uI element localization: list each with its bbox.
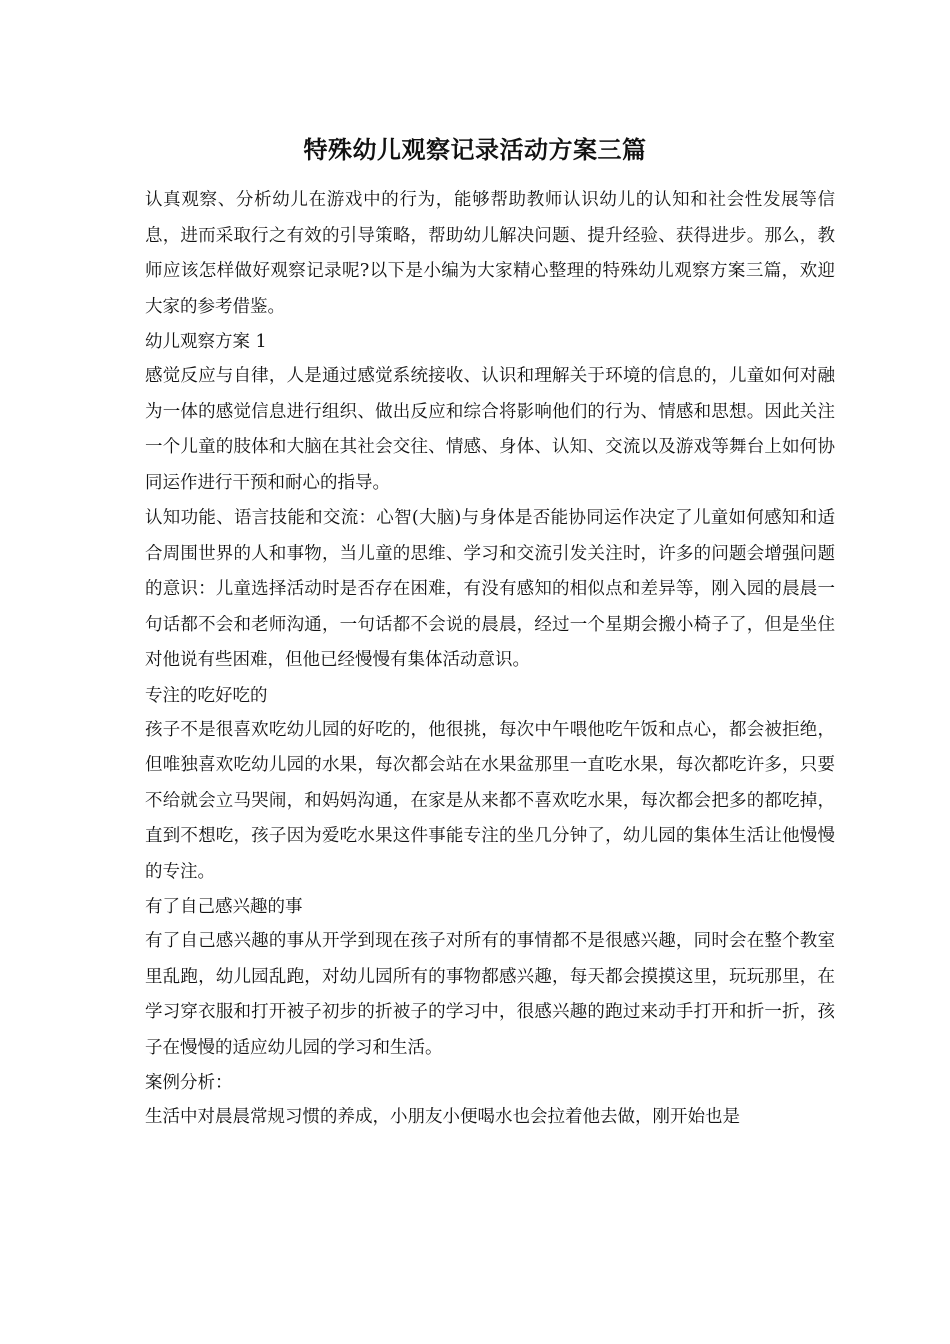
intro-paragraph: 认真观察、分析幼儿在游戏中的行为，能够帮助教师认识幼儿的认知和社会性发展等信息，进而采取行之有效的引导策略，帮助幼儿解决问题、提升经验、获得进步。那么，教师应该怎样做好观察记录呢?以下是小编为大家精心整理的特殊幼儿观察方案三篇，欢迎大家的参考借鉴。 [145, 190, 835, 317]
subheading-analysis: 案例分析： [145, 1073, 233, 1093]
document-title: 特殊幼儿观察记录活动方案三篇 [303, 135, 647, 164]
subheading-interest: 有了自己感兴趣的事 [145, 897, 303, 917]
paragraph-sensory: 感觉反应与自律，人是通过感觉系统接收、认识和理解关于环境的信息的，儿童如何对融为一体的感觉信息进行组织、做出反应和综合将影响他们的行为、情感和思想。因此关注一个儿童的肢体和大脑在其社会交往、情感、身体、认知、交流以及游戏等舞台上如何协同运作进行干预和耐心的指导。 [145, 366, 835, 493]
section-heading: 幼儿观察方案 1 [145, 332, 267, 352]
document-body [145, 183, 835, 1136]
paragraph-cognitive: 认知功能、语言技能和交流：心智(大脑)与身体是否能协同运作决定了儿童如何感知和适合周围世界的人和事物，当儿童的思维、学习和交流引发关注时，许多的问题会增强问题的意识：儿童选择活动时是否存在困难，有没有感知的相似点和差异等，刚入园的晨晨一句话都不会和老师沟通，一句话都不会说的晨晨，经过一个星期会搬小椅子了，但是坐住对他说有些困难，但他已经慢慢有集体活动意识。 [145, 508, 835, 670]
paragraph-analysis: 生活中对晨晨常规习惯的养成，小朋友小便喝水也会拉着他去做，刚开始也是 [145, 1107, 740, 1127]
subheading-eating: 专注的吃好吃的 [145, 685, 268, 706]
paragraph-eating: 孩子不是很喜欢吃幼儿园的好吃的，他很挑，每次中午喂他吃午饭和点心，都会被拒绝，但唯独喜欢吃幼儿园的水果，每次都会站在水果盆那里一直吃水果，每次都吃许多，只要不给就会立马哭闹，和妈妈沟通，在家是从来都不喜欢吃水果，每次都会把多的都吃掉，直到不想吃，孩子因为爱吃水果这件事能专注的坐几分钟了，幼儿园的集体生活让他慢慢的专注。 [145, 719, 835, 882]
paragraph-interest: 有了自己感兴趣的事从开学到现在孩子对所有的事情都不是很感兴趣，同时会在整个教室里乱跑，幼儿园乱跑，对幼儿园所有的事物都感兴趣，每天都会摸摸这里，玩玩那里，在学习穿衣服和打开被子初步的折被子的学习中，很感兴趣的跑过来动手打开和折一折，孩子在慢慢的适应幼儿园的学习和生活。 [145, 931, 835, 1058]
